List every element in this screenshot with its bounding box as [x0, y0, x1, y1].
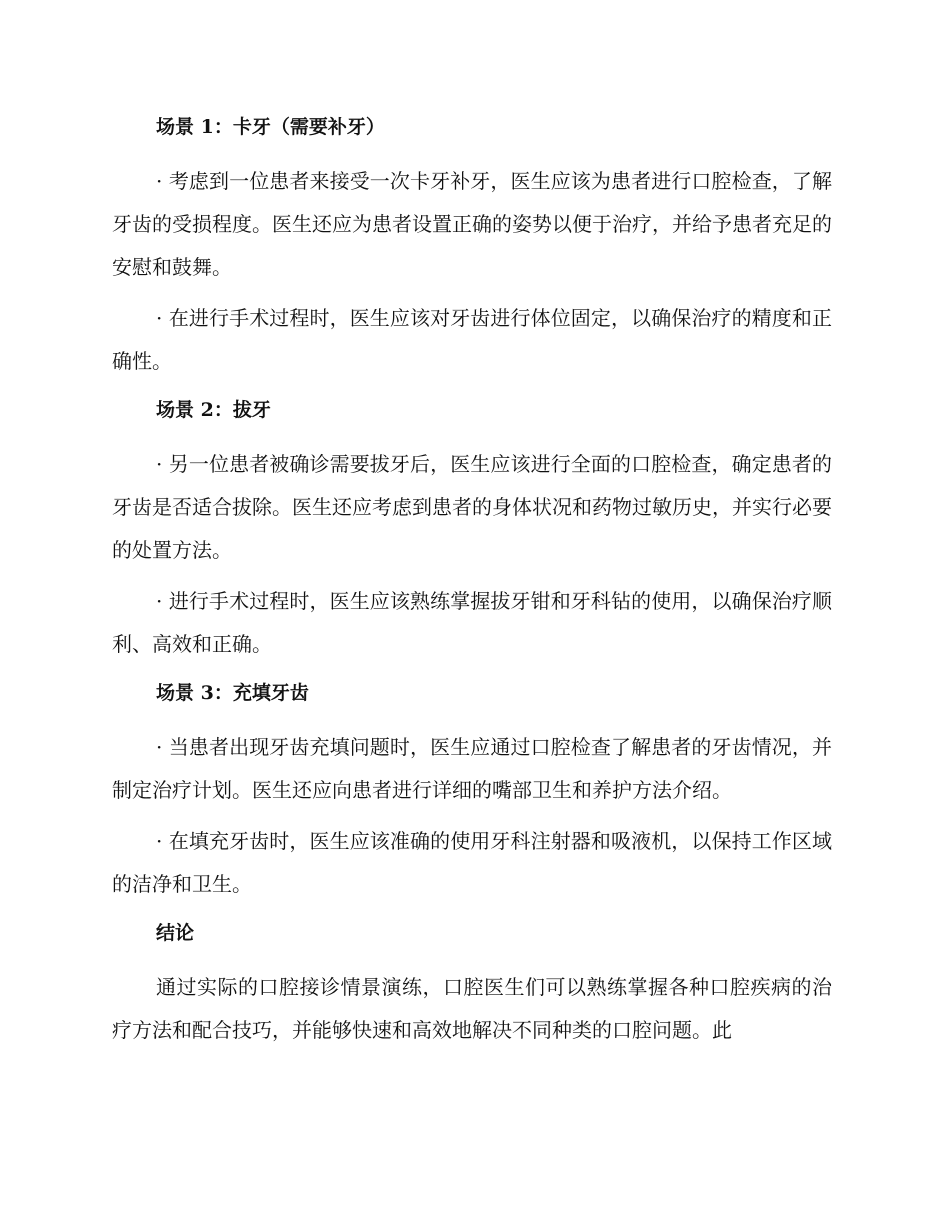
- paragraph-scene-2-exam: · 另一位患者被确诊需要拔牙后，医生应该进行全面的口腔检查，确定患者的牙齿是否适合拔除。医生还应考虑到患者的身体状况和药物过敏历史，并实行必要的处置方法。: [112, 452, 832, 562]
- section-heading-conclusion: 结论: [156, 922, 195, 944]
- paragraph-scene-2-procedure: · 进行手术过程时，医生应该熟练掌握拔牙钳和牙科钻的使用，以确保治疗顺利、高效和正确。: [112, 589, 832, 656]
- section-heading-scene-3: 场景 3：充填牙齿: [156, 682, 309, 704]
- section-heading-scene-1: 场景 1：卡牙（需要补牙）: [156, 116, 385, 138]
- paragraph-scene-3-procedure: · 在填充牙齿时，医生应该准确的使用牙科注射器和吸液机，以保持工作区域的洁净和卫生。: [112, 829, 832, 896]
- section-heading-scene-2: 场景 2：拔牙: [156, 399, 271, 421]
- paragraph-scene-3-exam: · 当患者出现牙齿充填问题时，医生应通过口腔检查了解患者的牙齿情况，并制定治疗计划。医生还应向患者进行详细的嘴部卫生和养护方法介绍。: [112, 735, 832, 802]
- paragraph-scene-1-procedure: · 在进行手术过程时，医生应该对牙齿进行体位固定，以确保治疗的精度和正确性。: [112, 306, 832, 373]
- paragraph-conclusion: 通过实际的口腔接诊情景演练，口腔医生们可以熟练掌握各种口腔疾病的治疗方法和配合技巧，并能够快速和高效地解决不同种类的口腔问题。此: [112, 975, 832, 1042]
- document-page: [112, 108, 832, 1052]
- paragraph-scene-1-exam: · 考虑到一位患者来接受一次卡牙补牙，医生应该为患者进行口腔检查，了解牙齿的受损程度。医生还应为患者设置正确的姿势以便于治疗，并给予患者充足的安慰和鼓舞。: [112, 169, 832, 279]
